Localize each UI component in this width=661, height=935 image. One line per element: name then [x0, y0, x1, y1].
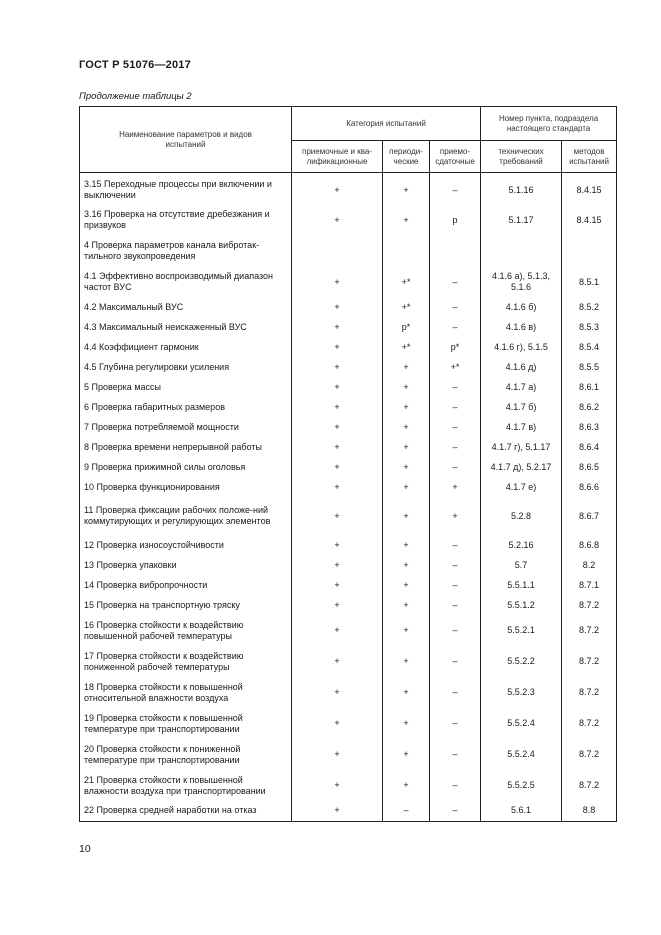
row-periodic: + [383, 497, 430, 535]
row-methods-clause: 8.5.1 [562, 267, 617, 297]
row-methods-clause [562, 235, 617, 267]
row-periodic: + [383, 477, 430, 497]
table-row [80, 575, 617, 595]
row-delivery: – [430, 595, 481, 615]
row-methods-clause: 8.6.3 [562, 417, 617, 437]
head-clause: Номер пункта, подраздела настоящего стандарта [481, 107, 617, 141]
row-periodic: + [383, 357, 430, 377]
row-delivery: – [430, 677, 481, 708]
row-methods-clause: 8.7.1 [562, 575, 617, 595]
row-methods-clause: 8.6.7 [562, 497, 617, 535]
table-row [80, 267, 617, 297]
row-methods-clause: 8.6.5 [562, 457, 617, 477]
table-row [80, 397, 617, 417]
row-name: 21 Проверка стойкости к повышенной влажности воздуха при транспортировании [80, 770, 292, 801]
row-methods-clause: 8.6.6 [562, 477, 617, 497]
row-methods-clause: 8.7.2 [562, 739, 617, 770]
row-requirements-clause: 5.5.1.1 [481, 575, 562, 595]
row-name: 3.15 Переходные процессы при включении и выключении [80, 173, 292, 206]
row-periodic: + [383, 739, 430, 770]
row-delivery: – [430, 555, 481, 575]
row-delivery: – [430, 708, 481, 739]
row-requirements-clause: 5.2.16 [481, 535, 562, 555]
row-requirements-clause: 5.5.1.2 [481, 595, 562, 615]
row-requirements-clause: 5.5.2.2 [481, 646, 562, 677]
table-row [80, 437, 617, 457]
row-periodic: + [383, 708, 430, 739]
row-acceptance: + [292, 477, 383, 497]
head-category-delivery: приемо-сдаточные [430, 141, 481, 173]
row-periodic: +* [383, 267, 430, 297]
row-methods-clause: 8.6.2 [562, 397, 617, 417]
row-name: 4.3 Максимальный неискаженный ВУС [80, 317, 292, 337]
row-requirements-clause: 5.5.2.3 [481, 677, 562, 708]
row-requirements-clause: 4.1.6 г), 5.1.5 [481, 337, 562, 357]
row-delivery: +* [430, 357, 481, 377]
row-periodic: +* [383, 297, 430, 317]
row-requirements-clause: 5.5.2.4 [481, 708, 562, 739]
head-name-column: Наименование параметров и видов испытаний [80, 107, 292, 173]
row-requirements-clause: 4.1.7 д), 5.2.17 [481, 457, 562, 477]
table-row [80, 646, 617, 677]
row-periodic: + [383, 437, 430, 457]
row-name: 4.4 Коэффициент гармоник [80, 337, 292, 357]
row-acceptance: + [292, 535, 383, 555]
row-requirements-clause: 4.1.7 в) [481, 417, 562, 437]
table-row [80, 801, 617, 821]
row-periodic: – [383, 801, 430, 821]
row-periodic: + [383, 417, 430, 437]
row-requirements-clause: 5.5.2.5 [481, 770, 562, 801]
head-category: Категория испытаний [292, 107, 481, 141]
row-acceptance: + [292, 708, 383, 739]
row-periodic: + [383, 377, 430, 397]
table-row [80, 205, 617, 235]
row-name: 3.16 Проверка на отсутствие дребезжания и призвуков [80, 205, 292, 235]
row-name: 5 Проверка массы [80, 377, 292, 397]
row-requirements-clause: 5.1.17 [481, 205, 562, 235]
row-name: 19 Проверка стойкости к повышенной температуре при транспортировании [80, 708, 292, 739]
row-acceptance: + [292, 677, 383, 708]
row-requirements-clause: 4.1.7 б) [481, 397, 562, 417]
head-clause-methods: методов испытаний [562, 141, 617, 173]
page-number: 10 [79, 843, 91, 855]
table-row [80, 235, 617, 267]
table-row [80, 377, 617, 397]
table-row [80, 417, 617, 437]
row-name: 13 Проверка упаковки [80, 555, 292, 575]
row-methods-clause: 8.5.4 [562, 337, 617, 357]
row-delivery: – [430, 575, 481, 595]
row-name: 20 Проверка стойкости к пониженной температуре при транспортировании [80, 739, 292, 770]
row-delivery: – [430, 770, 481, 801]
document-code: ГОСТ Р 51076—2017 [79, 59, 191, 71]
head-category-periodic: периоди-ческие [383, 141, 430, 173]
row-name: 4 Проверка параметров канала вибротак-тильного звукопроведения [80, 235, 292, 267]
table-row [80, 173, 617, 206]
row-acceptance: + [292, 457, 383, 477]
table-row [80, 337, 617, 357]
row-delivery: – [430, 437, 481, 457]
row-delivery: – [430, 646, 481, 677]
row-methods-clause: 8.7.2 [562, 770, 617, 801]
row-periodic: +* [383, 337, 430, 357]
row-requirements-clause: 5.5.2.4 [481, 739, 562, 770]
table-row [80, 317, 617, 337]
table-row [80, 677, 617, 708]
row-requirements-clause: 4.1.6 в) [481, 317, 562, 337]
row-periodic: р* [383, 317, 430, 337]
table-row [80, 357, 617, 377]
row-delivery: – [430, 535, 481, 555]
row-acceptance: + [292, 267, 383, 297]
row-acceptance: + [292, 646, 383, 677]
row-acceptance: + [292, 497, 383, 535]
row-methods-clause: 8.6.8 [562, 535, 617, 555]
row-acceptance: + [292, 377, 383, 397]
row-acceptance: + [292, 739, 383, 770]
table-body [80, 173, 617, 822]
row-acceptance: + [292, 397, 383, 417]
row-requirements-clause: 4.1.6 а), 5.1.3, 5.1.6 [481, 267, 562, 297]
row-requirements-clause: 4.1.7 е) [481, 477, 562, 497]
head-clause-requirements: технических требований [481, 141, 562, 173]
row-acceptance: + [292, 437, 383, 457]
row-methods-clause: 8.7.2 [562, 615, 617, 646]
row-name: 10 Проверка функционирования [80, 477, 292, 497]
row-periodic: + [383, 770, 430, 801]
table-row [80, 497, 617, 535]
row-methods-clause: 8.2 [562, 555, 617, 575]
row-name: 9 Проверка прижимной силы оголовья [80, 457, 292, 477]
row-methods-clause: 8.7.2 [562, 646, 617, 677]
row-delivery: – [430, 377, 481, 397]
row-acceptance: + [292, 770, 383, 801]
row-delivery: – [430, 397, 481, 417]
row-name: 7 Проверка потребляемой мощности [80, 417, 292, 437]
row-acceptance: + [292, 337, 383, 357]
row-periodic: + [383, 646, 430, 677]
row-delivery: – [430, 173, 481, 206]
row-acceptance: + [292, 615, 383, 646]
row-delivery: – [430, 417, 481, 437]
row-delivery [430, 235, 481, 267]
table-row [80, 739, 617, 770]
row-periodic: + [383, 205, 430, 235]
row-delivery: р* [430, 337, 481, 357]
row-delivery: – [430, 457, 481, 477]
row-delivery: – [430, 267, 481, 297]
head-category-acceptance: приемочные и ква-лификационные [292, 141, 383, 173]
row-delivery: – [430, 615, 481, 646]
row-name: 6 Проверка габаритных размеров [80, 397, 292, 417]
row-delivery: р [430, 205, 481, 235]
row-delivery: – [430, 317, 481, 337]
row-acceptance: + [292, 357, 383, 377]
row-methods-clause: 8.4.15 [562, 205, 617, 235]
table-row [80, 535, 617, 555]
table-continuation-caption: Продолжение таблицы 2 [79, 91, 192, 102]
row-name: 14 Проверка вибропрочности [80, 575, 292, 595]
row-methods-clause: 8.7.2 [562, 677, 617, 708]
row-delivery: – [430, 297, 481, 317]
row-acceptance: + [292, 173, 383, 206]
table-row [80, 595, 617, 615]
table-row [80, 457, 617, 477]
row-delivery: + [430, 477, 481, 497]
row-requirements-clause: 4.1.7 а) [481, 377, 562, 397]
row-name: 12 Проверка износоустойчивости [80, 535, 292, 555]
tests-table [79, 106, 617, 822]
row-acceptance [292, 235, 383, 267]
table-row [80, 555, 617, 575]
row-name: 4.1 Эффективно воспроизводимый диапазон частот ВУС [80, 267, 292, 297]
row-methods-clause: 8.5.3 [562, 317, 617, 337]
row-requirements-clause: 4.1.6 б) [481, 297, 562, 317]
table-row [80, 477, 617, 497]
row-periodic [383, 235, 430, 267]
row-periodic: + [383, 535, 430, 555]
row-name: 11 Проверка фиксации рабочих положе-ний коммутирующих и регулирующих элементов [80, 497, 292, 535]
row-methods-clause: 8.5.5 [562, 357, 617, 377]
row-acceptance: + [292, 595, 383, 615]
row-methods-clause: 8.6.1 [562, 377, 617, 397]
row-acceptance: + [292, 297, 383, 317]
row-name: 8 Проверка времени непрерывной работы [80, 437, 292, 457]
row-periodic: + [383, 457, 430, 477]
row-requirements-clause: 4.1.7 г), 5.1.17 [481, 437, 562, 457]
row-periodic: + [383, 173, 430, 206]
row-delivery: – [430, 801, 481, 821]
row-acceptance: + [292, 417, 383, 437]
row-requirements-clause [481, 235, 562, 267]
row-methods-clause: 8.5.2 [562, 297, 617, 317]
row-name: 17 Проверка стойкости к воздействию пониженной рабочей температуры [80, 646, 292, 677]
row-periodic: + [383, 575, 430, 595]
row-periodic: + [383, 397, 430, 417]
table-row [80, 615, 617, 646]
row-methods-clause: 8.8 [562, 801, 617, 821]
row-delivery: – [430, 739, 481, 770]
row-periodic: + [383, 595, 430, 615]
row-periodic: + [383, 615, 430, 646]
row-name: 22 Проверка средней наработки на отказ [80, 801, 292, 821]
row-delivery: + [430, 497, 481, 535]
row-periodic: + [383, 555, 430, 575]
row-name: 15 Проверка на транспортную тряску [80, 595, 292, 615]
row-name: 4.2 Максимальный ВУС [80, 297, 292, 317]
row-periodic: + [383, 677, 430, 708]
row-requirements-clause: 5.6.1 [481, 801, 562, 821]
table-row [80, 770, 617, 801]
row-requirements-clause: 5.2.8 [481, 497, 562, 535]
row-requirements-clause: 5.1.16 [481, 173, 562, 206]
table-head [80, 107, 617, 173]
row-methods-clause: 8.7.2 [562, 708, 617, 739]
row-acceptance: + [292, 801, 383, 821]
row-acceptance: + [292, 205, 383, 235]
row-name: 16 Проверка стойкости к воздействию повышенной рабочей температуры [80, 615, 292, 646]
row-acceptance: + [292, 555, 383, 575]
row-requirements-clause: 5.5.2.1 [481, 615, 562, 646]
row-methods-clause: 8.4.15 [562, 173, 617, 206]
table-row [80, 708, 617, 739]
row-acceptance: + [292, 575, 383, 595]
row-methods-clause: 8.6.4 [562, 437, 617, 457]
row-acceptance: + [292, 317, 383, 337]
row-requirements-clause: 4.1.6 д) [481, 357, 562, 377]
table-row [80, 297, 617, 317]
row-requirements-clause: 5.7 [481, 555, 562, 575]
row-methods-clause: 8.7.2 [562, 595, 617, 615]
row-name: 4.5 Глубина регулировки усиления [80, 357, 292, 377]
row-name: 18 Проверка стойкости к повышенной относительной влажности воздуха [80, 677, 292, 708]
